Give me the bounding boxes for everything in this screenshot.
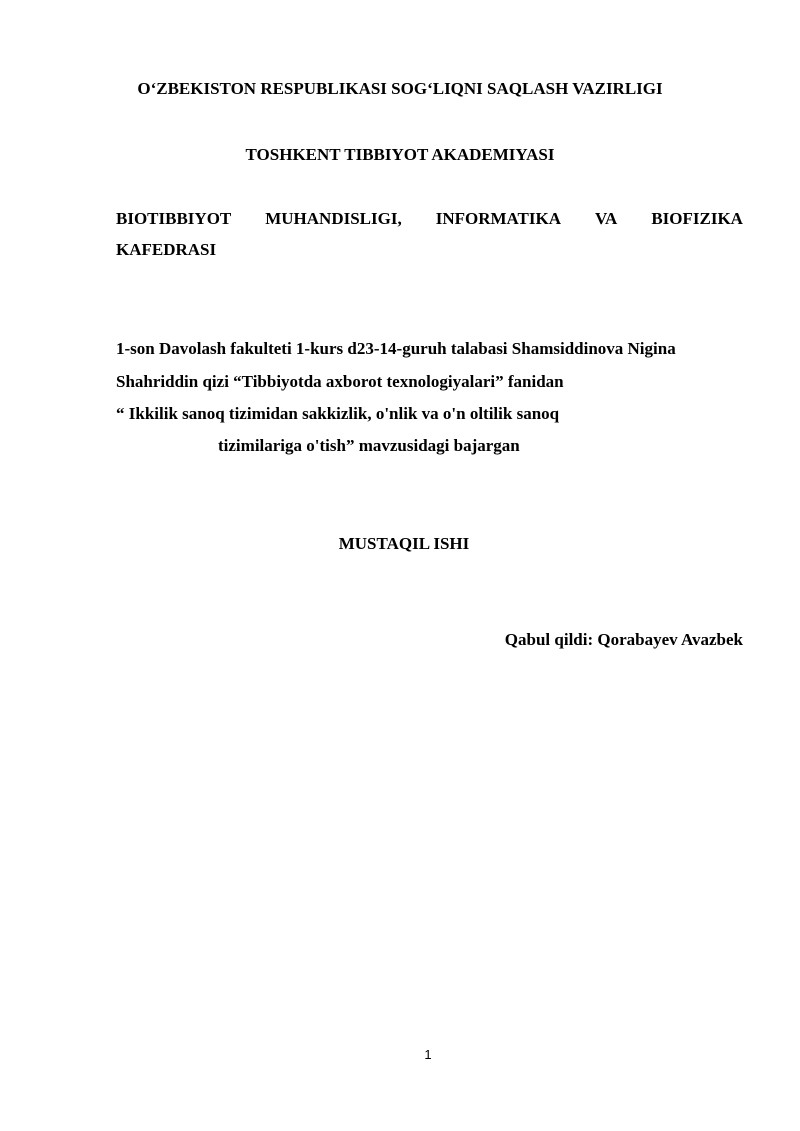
accepted-by: Qabul qildi: Qorabayev Avazbek (504, 630, 743, 649)
department-word: INFORMATIKA (435, 209, 561, 228)
description-line: “ Ikkilik sanoq tizimidan sakkizlik, o'nlik va o'n oltilik sanoq (116, 404, 560, 423)
department-word: BIOTIBBIYOT (116, 209, 232, 228)
page-number: 1 (424, 1047, 432, 1062)
ministry-title: O‘ZBEKISTON RESPUBLIKASI SOG‘LIQNI SAQLASH VAZIRLIGI (137, 79, 663, 98)
department-word: MUHANDISLIGI, (265, 209, 402, 228)
work-type-title: MUSTAQIL ISHI (338, 534, 470, 553)
department-title-line1 (116, 208, 743, 230)
department-title-line2: KAFEDRASI (116, 240, 217, 259)
department-word: BIOFIZIKA (651, 209, 743, 228)
description-line: Shahriddin qizi “Tibbiyotda axborot texnologiyalari” fanidan (116, 372, 564, 391)
description-line: 1-son Davolash fakulteti 1-kurs d23-14-guruh talabasi Shamsiddinova Nigina (116, 339, 676, 358)
description-line: tizimilariga o'tish” mavzusidagi bajargan (218, 436, 520, 455)
department-word: VA (594, 209, 618, 228)
academy-title: TOSHKENT TIBBIYOT AKADEMIYASI (245, 145, 555, 164)
